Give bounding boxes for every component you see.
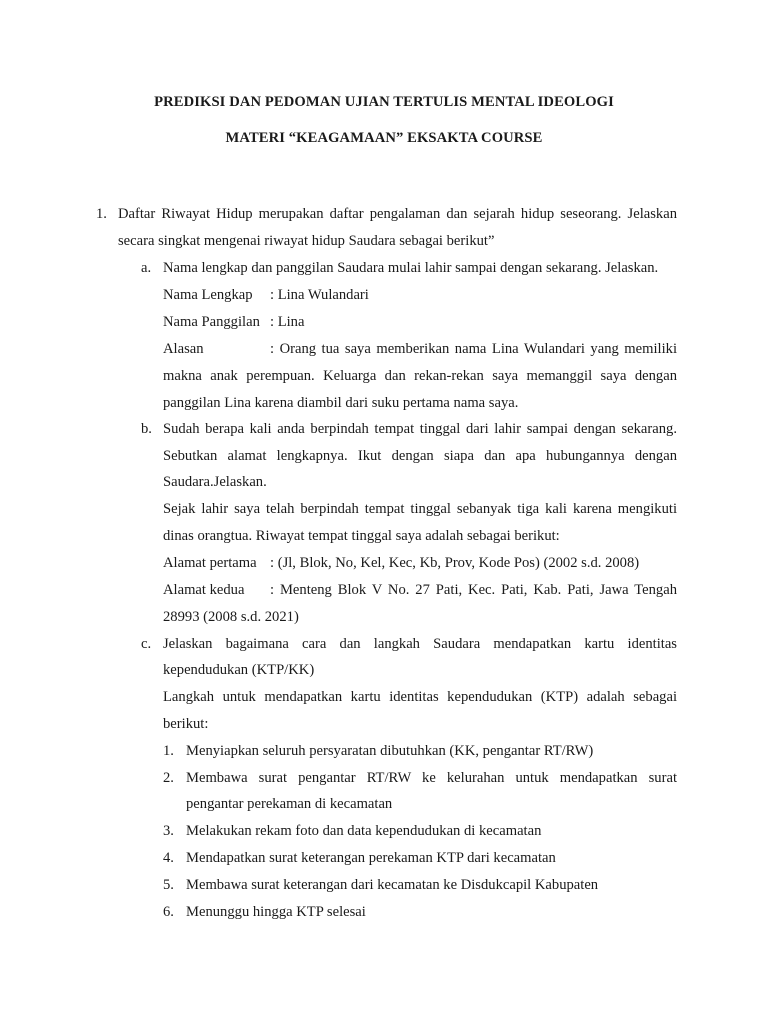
step-number: 6.	[163, 904, 174, 920]
question-text-line: Daftar Riwayat Hidup merupakan daftar pengalaman dan sejarah hidup seseorang. Jelaskan	[118, 206, 677, 222]
step-text-cont: pengantar perekaman di kecamatan	[186, 796, 393, 812]
answer-text-line: berikut:	[163, 716, 209, 732]
subitem-question-a: Nama lengkap dan panggilan Saudara mulai lahir sampai dengan sekarang. Jelaskan.	[163, 260, 659, 276]
subitem-question-c: Jelaskan bagaimana cara dan langkah Saudara mendapatkan kartu identitas	[163, 636, 677, 652]
step-number: 1.	[163, 743, 174, 759]
subitem-question-b: Saudara.Jelaskan.	[163, 474, 267, 490]
reason-label: Alasan	[163, 341, 204, 357]
subitem-question-b: Sudah berapa kali anda berpindah tempat tinggal dari lahir sampai dengan sekarang.	[163, 421, 677, 437]
step-text: Melakukan rekam foto dan data kependudukan di kecamatan	[186, 823, 542, 839]
address2-value: : Menteng Blok V No. 27 Pati, Kec. Pati, Kab. Pati, Jawa Tengah	[270, 582, 677, 598]
address1-value: : (Jl, Blok, No, Kel, Kec, Kb, Prov, Kode Pos) (2002 s.d. 2008)	[270, 555, 640, 571]
step-text: Mendapatkan surat keterangan perekaman KTP dari kecamatan	[186, 850, 556, 866]
reason-text-line: panggilan Lina karena diambil dari suku pertama nama saya.	[163, 395, 519, 411]
reason-text-line: makna anak perempuan. Keluarga dan rekan-rekan saya memanggil saya dengan	[163, 368, 677, 384]
document-title-line1: PREDIKSI DAN PEDOMAN UJIAN TERTULIS MENTAL IDEOLOGI	[154, 94, 614, 110]
question-text-line: secara singkat mengenai riwayat hidup Saudara sebagai berikut”	[118, 233, 495, 249]
address2-label: Alamat kedua	[163, 582, 245, 598]
reason-text-line: : Orang tua saya memberikan nama Lina Wulandari yang memiliki	[270, 341, 677, 357]
step-number: 5.	[163, 877, 174, 893]
step-number: 3.	[163, 823, 174, 839]
nickname-label: Nama Panggilan	[163, 314, 260, 330]
subitem-marker-b: b.	[141, 421, 152, 437]
step-text: Menunggu hingga KTP selesai	[186, 904, 366, 920]
step-number: 2.	[163, 770, 174, 786]
answer-text-line: Langkah untuk mendapatkan kartu identitas kependudukan (KTP) adalah sebagai	[163, 689, 677, 705]
answer-text-line: dinas orangtua. Riwayat tempat tinggal saya adalah sebagai berikut:	[163, 528, 560, 544]
step-text: Menyiapkan seluruh persyaratan dibutuhkan (KK, pengantar RT/RW)	[186, 743, 594, 759]
nickname-value: : Lina	[270, 314, 305, 330]
subitem-question-b: Sebutkan alamat lengkapnya. Ikut dengan siapa dan apa hubungannya dengan	[163, 448, 677, 464]
step-text: Membawa surat keterangan dari kecamatan ke Disdukcapil Kabupaten	[186, 877, 599, 893]
subitem-marker-c: c.	[141, 636, 152, 652]
question-number: 1.	[96, 206, 107, 222]
answer-text-line: Sejak lahir saya telah berpindah tempat tinggal sebanyak tiga kali karena mengikuti	[163, 501, 677, 517]
subitem-question-c: kependudukan (KTP/KK)	[163, 662, 315, 678]
step-text: Membawa surat pengantar RT/RW ke kelurahan untuk mendapatkan surat	[186, 770, 677, 786]
address1-label: Alamat pertama	[163, 555, 257, 571]
subitem-marker-a: a.	[141, 260, 152, 276]
full-name-value: : Lina Wulandari	[270, 287, 369, 303]
document-title-line2: MATERI “KEAGAMAAN” EKSAKTA COURSE	[225, 130, 543, 146]
step-number: 4.	[163, 850, 174, 866]
address2-value-cont: 28993 (2008 s.d. 2021)	[163, 609, 299, 625]
full-name-label: Nama Lengkap	[163, 287, 253, 303]
